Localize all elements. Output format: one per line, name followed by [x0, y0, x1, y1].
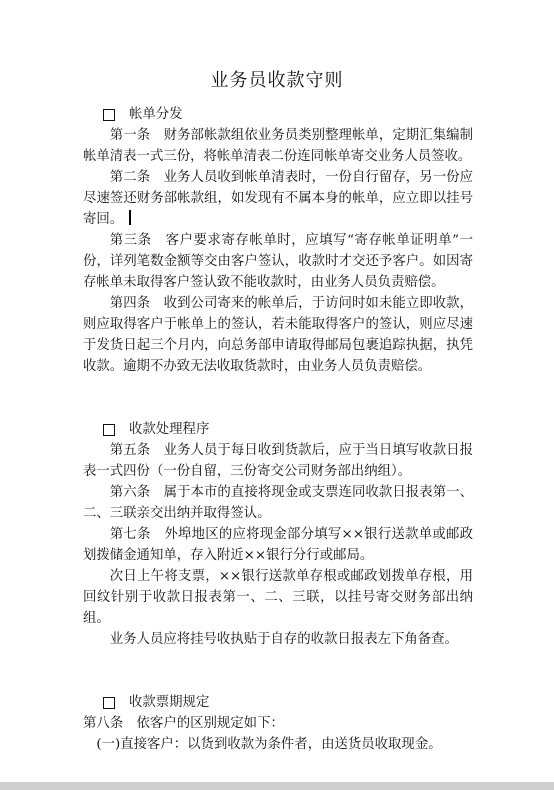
section-heading-text: 帐单分发 [129, 107, 183, 122]
section-heading [83, 419, 473, 440]
section-payment-terms [83, 692, 473, 755]
article-6: 第六条 属于本市的直接将现金或支票连同收款日报表第一、二、三联亲交出纳并取得签认。 [83, 485, 473, 521]
article-5: 第五条 业务人员于每日收到货款后，应于当日填写收款日报表一式四份（一份自留，三份寄交公司财务部出纳组）。 [83, 443, 473, 479]
text-cursor [129, 210, 131, 225]
horizontal-scrollbar[interactable] [0, 782, 554, 790]
section-billing-distribution [83, 104, 473, 377]
article-2-text: 第二条 业务人员收到帐单清表时，一份自行留存，另一份应尽速签还财务部帐款组，如发现有不属本身的帐单，应立即以挂号寄回。 [83, 170, 473, 227]
article-2 [83, 167, 473, 230]
section-spacer [83, 377, 473, 419]
article-3: 第三条 客户要求寄存帐单时，应填写“寄存帐单证明单”一份，详列笔数金额等交由客户签认，收款时才交还予客户。如因寄存帐单未取得客户签认致不能收款时，由业务人员负责赔偿。 [83, 233, 473, 290]
article-1: 第一条 财务部帐款组依业务员类别整理帐单，定期汇集编制帐单清表一式三份，将帐单清表二份连同帐单寄交业务人员签收。 [83, 128, 473, 164]
article-4: 第四条 收到公司寄来的帐单后，于访问时如未能立即收款，则应取得客户于帐单上的签认，若未能取得客户的签认，则应尽速于发货日起三个月内，向总务部申请取得邮局包裹追踪执据，执凭收款。逾期不办致无法收取货款时，由业务人员负责赔偿。 [83, 296, 473, 374]
checkbox-square-icon [103, 697, 115, 709]
section-heading-text: 收款处理程序 [129, 422, 210, 437]
article-8: 第八条 依客户的区别规定如下： [83, 716, 284, 731]
article-7-note: 业务人员应将挂号收执贴于自存的收款日报表左下角备查。 [109, 632, 458, 647]
section-collection-procedure [83, 419, 473, 650]
section-heading [83, 692, 473, 713]
checkbox-square-icon [103, 109, 115, 121]
article-7: 第七条 外埠地区的应将现金部分填写××银行送款单或邮政划拨储金通知单，存入附近××银行分行或邮局。 [83, 527, 473, 563]
article-7-continued: 次日上午将支票，××银行送款单存根或邮政划拨单存根，用回纹针别于收款日报表第一、二、三联，以挂号寄交财务部出纳组。 [83, 569, 473, 626]
document-title: 业务员收款守则 [210, 70, 344, 91]
section-heading-text: 收款票期规定 [129, 695, 210, 710]
checkbox-square-icon [103, 424, 115, 436]
document-body[interactable] [83, 104, 473, 755]
section-spacer [83, 650, 473, 692]
article-8-item-1: (一)直接客户：以货到收款为条件者，由送货员收取现金。 [96, 737, 442, 752]
section-heading [83, 104, 473, 125]
